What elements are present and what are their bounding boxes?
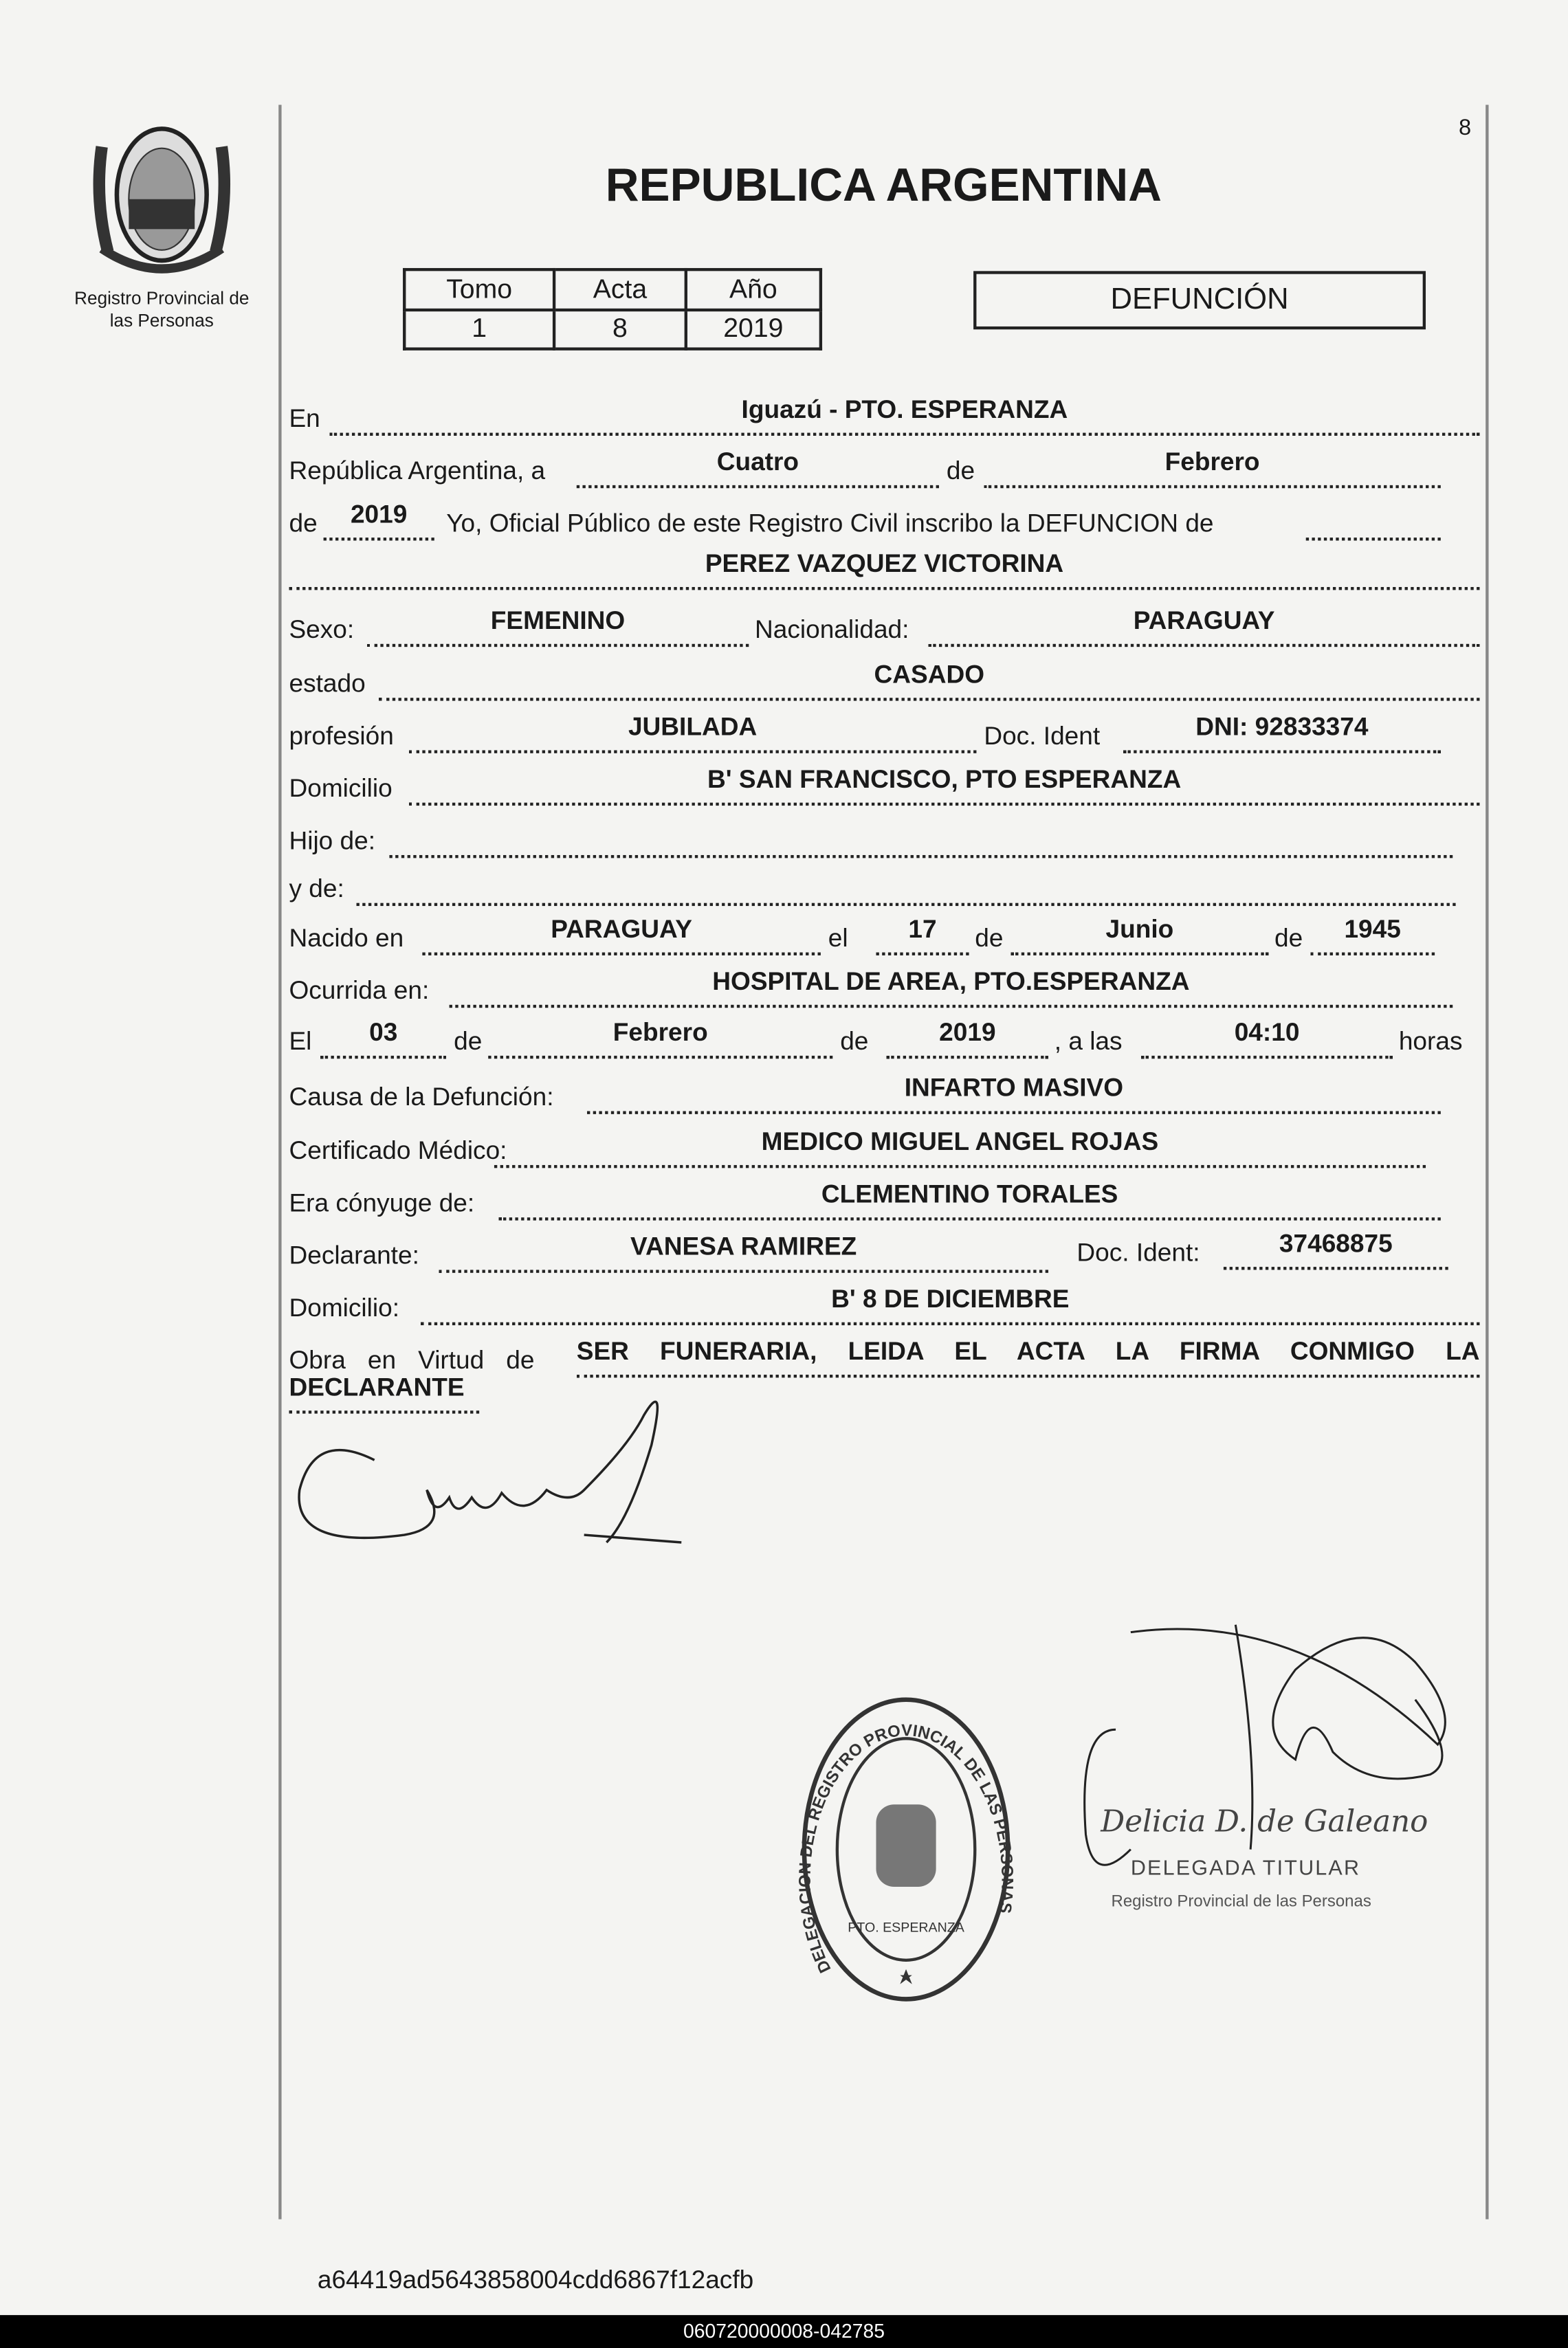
profesion-field: JUBILADA bbox=[409, 713, 977, 753]
misiones-coat-of-arms-logo bbox=[87, 117, 236, 282]
value-ano: 2019 bbox=[686, 309, 821, 349]
right-margin-line bbox=[1486, 105, 1488, 2219]
header-ano: Año bbox=[686, 269, 821, 309]
declarante-doc-field: 37468875 bbox=[1224, 1230, 1448, 1270]
doc-field: DNI: 92833374 bbox=[1123, 713, 1441, 753]
official-signature-name: Delicia D. de Galeano bbox=[1101, 1803, 1428, 1839]
stamp-inner-text: PTO. ESPERANZA bbox=[848, 1920, 964, 1936]
domicilio-field: B' SAN FRANCISCO, PTO ESPERANZA bbox=[409, 765, 1480, 806]
certificado-label: Certificado Médico: bbox=[289, 1136, 507, 1165]
en-label: En bbox=[289, 404, 320, 433]
nacido-en-field: PARAGUAY bbox=[422, 915, 821, 955]
domicilio-declarante-field: B' 8 DE DICIEMBRE bbox=[421, 1285, 1479, 1325]
republica-label: República Argentina, a bbox=[289, 456, 546, 485]
ocurrida-en-field: HOSPITAL DE AREA, PTO.ESPERANZA bbox=[450, 967, 1453, 1008]
estado-label: estado bbox=[289, 669, 366, 698]
causa-field: INFARTO MASIVO bbox=[587, 1074, 1441, 1114]
inscribo-blank-field bbox=[1306, 500, 1441, 541]
y-de-field bbox=[357, 865, 1456, 906]
header-tomo: Tomo bbox=[404, 269, 554, 309]
official-role: DELEGADA TITULAR bbox=[1130, 1855, 1361, 1880]
declarante-label: Declarante: bbox=[289, 1241, 419, 1270]
y-de-label: y de: bbox=[289, 874, 344, 903]
death-month-field: Febrero bbox=[488, 1018, 832, 1059]
day-words-field: Cuatro bbox=[577, 447, 939, 488]
de-label: de bbox=[454, 1027, 483, 1056]
place-field: Iguazú - PTO. ESPERANZA bbox=[329, 395, 1479, 436]
logo-caption-line1: Registro Provincial de bbox=[74, 287, 250, 309]
official-stamp bbox=[794, 1685, 1019, 2014]
death-day-field: 03 bbox=[320, 1018, 446, 1059]
domicilio-declarante-label: Domicilio: bbox=[289, 1294, 400, 1322]
conyuge-label: Era cónyuge de: bbox=[289, 1188, 475, 1218]
logo-caption bbox=[45, 287, 278, 332]
value-tomo: 1 bbox=[404, 309, 554, 349]
death-time-field: 04:10 bbox=[1141, 1018, 1393, 1059]
de-label: de bbox=[975, 924, 1004, 953]
obra-field-line1: SER FUNERARIA, LEIDA EL ACTA LA FIRMA CONMIGO LA bbox=[577, 1337, 1480, 1377]
page-number: 8 bbox=[1458, 115, 1472, 141]
year-field: 2019 bbox=[324, 500, 434, 541]
record-type-box: DEFUNCIÓN bbox=[973, 271, 1426, 329]
ocurrida-label: Ocurrida en: bbox=[289, 976, 430, 1005]
de-label: de bbox=[1274, 924, 1303, 953]
official-org: Registro Provincial de las Personas bbox=[1111, 1892, 1371, 1911]
el-label: el bbox=[828, 924, 848, 953]
nacido-label: Nacido en bbox=[289, 924, 404, 953]
hijo-field bbox=[389, 818, 1453, 859]
de-label: de bbox=[840, 1027, 869, 1056]
barcode-id-bar: 060720000008-042785 bbox=[0, 2315, 1568, 2348]
horas-label: horas bbox=[1398, 1027, 1463, 1056]
de-label: de bbox=[289, 509, 318, 538]
declarante-field: VANESA RAMIREZ bbox=[439, 1232, 1048, 1273]
death-year-field: 2019 bbox=[887, 1018, 1048, 1059]
obra-field-line2: DECLARANTE bbox=[289, 1373, 479, 1414]
month-field: Febrero bbox=[984, 447, 1440, 488]
doc-label: Doc. Ident bbox=[984, 722, 1101, 751]
deceased-name-field: PEREZ VAZQUEZ VICTORINA bbox=[289, 550, 1479, 590]
certificado-field: MEDICO MIGUEL ANGEL ROJAS bbox=[494, 1127, 1426, 1168]
record-table bbox=[403, 268, 822, 351]
birth-year-field: 1945 bbox=[1310, 915, 1435, 955]
hijo-label: Hijo de: bbox=[289, 826, 376, 855]
birth-month-field: Junio bbox=[1011, 915, 1269, 955]
logo-caption-line2: las Personas bbox=[109, 309, 214, 331]
el-label: El bbox=[289, 1027, 312, 1056]
a-las-label: , a las bbox=[1054, 1027, 1123, 1056]
left-margin-line bbox=[278, 105, 281, 2219]
inscribo-text: Yo, Oficial Público de este Registro Civil inscribo la DEFUNCION de bbox=[446, 509, 1214, 538]
nacionalidad-label: Nacionalidad: bbox=[755, 615, 909, 644]
sexo-label: Sexo: bbox=[289, 615, 355, 644]
nacionalidad-field: PARAGUAY bbox=[929, 606, 1480, 647]
sexo-field: FEMENINO bbox=[367, 606, 749, 647]
value-acta: 8 bbox=[554, 309, 686, 349]
causa-label: Causa de la Defunción: bbox=[289, 1083, 554, 1111]
stamp-outer-text: DELEGACION DEL REGISTRO PROVINCIAL DE LAS PERSONAS bbox=[795, 1721, 1017, 1976]
obra-label: Obra en Virtud de bbox=[289, 1346, 535, 1375]
profesion-label: profesión bbox=[289, 722, 394, 751]
conyuge-field: CLEMENTINO TORALES bbox=[498, 1180, 1440, 1221]
page-title: REPUBLICA ARGENTINA bbox=[605, 158, 1162, 212]
doc-ident-label: Doc. Ident: bbox=[1076, 1238, 1200, 1267]
declarant-signature bbox=[285, 1385, 704, 1564]
birth-day-field: 17 bbox=[876, 915, 969, 955]
estado-field: CASADO bbox=[379, 661, 1479, 701]
document-hash: a64419ad5643858004cdd6867f12acfb bbox=[317, 2266, 754, 2294]
header-acta: Acta bbox=[554, 269, 686, 309]
domicilio-label: Domicilio bbox=[289, 774, 393, 803]
de-label: de bbox=[946, 456, 975, 485]
